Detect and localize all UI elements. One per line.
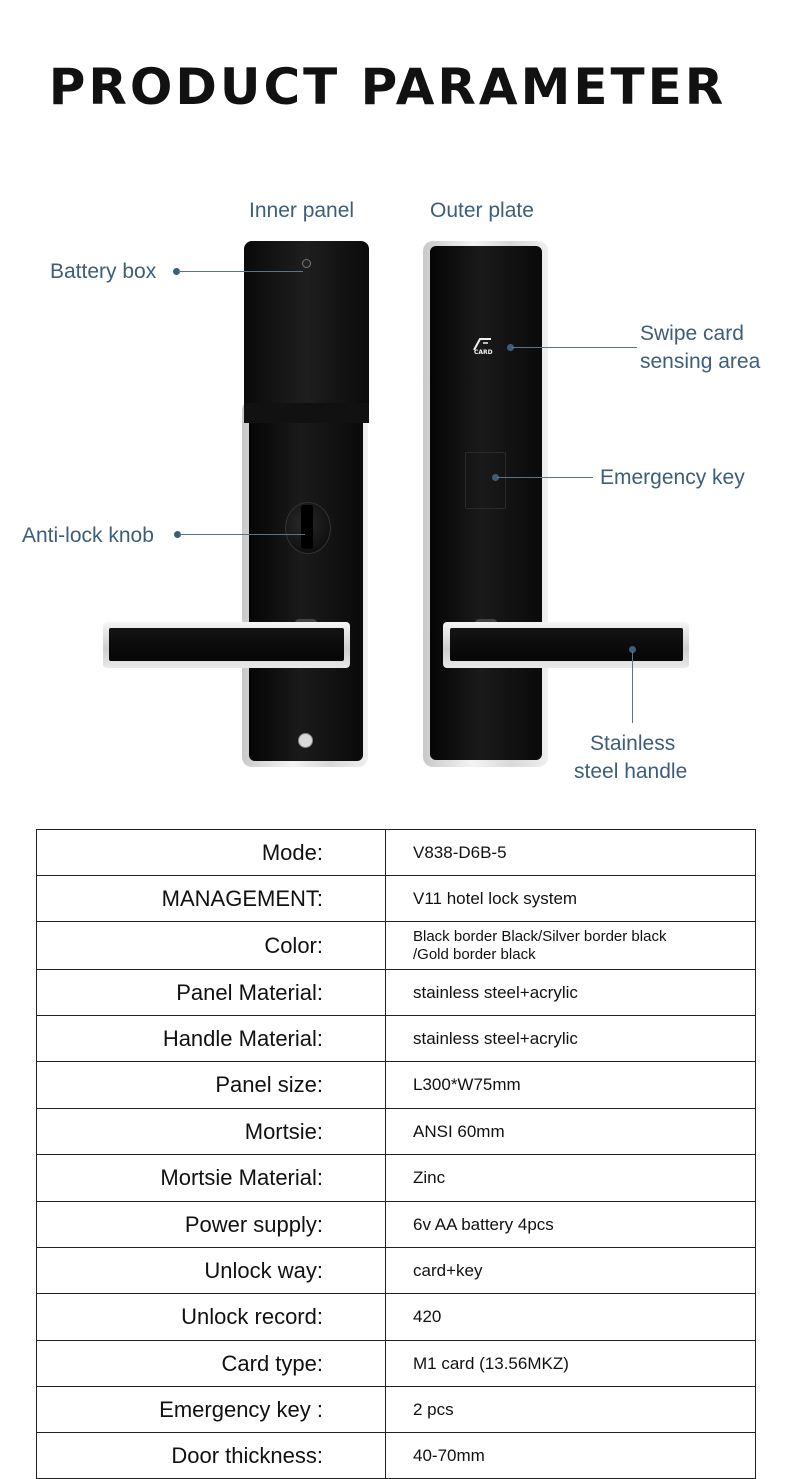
table-row	[37, 1016, 756, 1062]
battery-box	[244, 241, 369, 421]
spec-value-line1: Black border Black/Silver border black	[413, 927, 667, 945]
spec-key: Mortsie:	[37, 1109, 386, 1155]
spec-value: Zinc	[386, 1155, 756, 1202]
spec-key: Power supply:	[37, 1202, 386, 1248]
table-row	[37, 1294, 756, 1341]
spec-value: stainless steel+acrylic	[386, 1016, 756, 1062]
spec-key: Unlock way:	[37, 1248, 386, 1294]
spec-key: Emergency key :	[37, 1387, 386, 1433]
table-row	[37, 922, 756, 970]
table-row	[37, 1387, 756, 1433]
spec-key: MANAGEMENT:	[37, 876, 386, 922]
card-logo-text: CARD	[474, 349, 493, 356]
swipe-card-label-line2: sensing area	[640, 350, 761, 373]
spec-key: Panel Material:	[37, 970, 386, 1016]
spec-value: ANSI 60mm	[386, 1109, 756, 1155]
table-row	[37, 1062, 756, 1109]
inner-panel-label: Inner panel	[249, 199, 355, 222]
screw-icon	[298, 733, 313, 748]
emergency-key-cover	[465, 452, 506, 509]
table-row	[37, 830, 756, 876]
spec-key: Door thickness:	[37, 1433, 386, 1479]
table-row	[37, 1202, 756, 1248]
spec-key: Unlock record:	[37, 1294, 386, 1341]
spec-table	[36, 829, 756, 1479]
anti-lock-knob-label: Anti-lock knob	[22, 524, 154, 547]
spec-value	[386, 922, 756, 970]
spec-key: Mode:	[37, 830, 386, 876]
spec-value: stainless steel+acrylic	[386, 970, 756, 1016]
swipe-card-label-line1: Swipe card	[640, 322, 744, 345]
spec-value: M1 card (13.56MKZ)	[386, 1341, 756, 1387]
spec-key: Handle Material:	[37, 1016, 386, 1062]
emergency-key-label: Emergency key	[600, 466, 745, 489]
handle-label-line2: steel handle	[574, 760, 688, 783]
spec-key: Card type:	[37, 1341, 386, 1387]
spec-key: Mortsie Material:	[37, 1155, 386, 1202]
spec-value: L300*W75mm	[386, 1062, 756, 1109]
spec-value: 40-70mm	[386, 1433, 756, 1479]
spec-value: 420	[386, 1294, 756, 1341]
spec-key: Color:	[37, 922, 386, 970]
table-row	[37, 1155, 756, 1202]
battery-box-label: Battery box	[50, 260, 157, 283]
page-title: PRODUCT PARAMETER	[48, 58, 727, 116]
table-row	[37, 1248, 756, 1294]
handle-label-line1: Stainless	[590, 732, 676, 755]
table-row	[37, 970, 756, 1016]
card-logo-icon	[471, 336, 497, 358]
spec-value: V838-D6B-5	[386, 830, 756, 876]
table-row	[37, 876, 756, 922]
spec-value: 6v AA battery 4pcs	[386, 1202, 756, 1248]
table-row	[37, 1433, 756, 1479]
spec-value: 2 pcs	[386, 1387, 756, 1433]
spec-key: Panel size:	[37, 1062, 386, 1109]
table-row	[37, 1341, 756, 1387]
table-row	[37, 1109, 756, 1155]
spec-value: V11 hotel lock system	[386, 876, 756, 922]
spec-value: card+key	[386, 1248, 756, 1294]
outer-plate-label: Outer plate	[430, 199, 534, 222]
spec-value-line2: /Gold border black	[413, 945, 536, 963]
